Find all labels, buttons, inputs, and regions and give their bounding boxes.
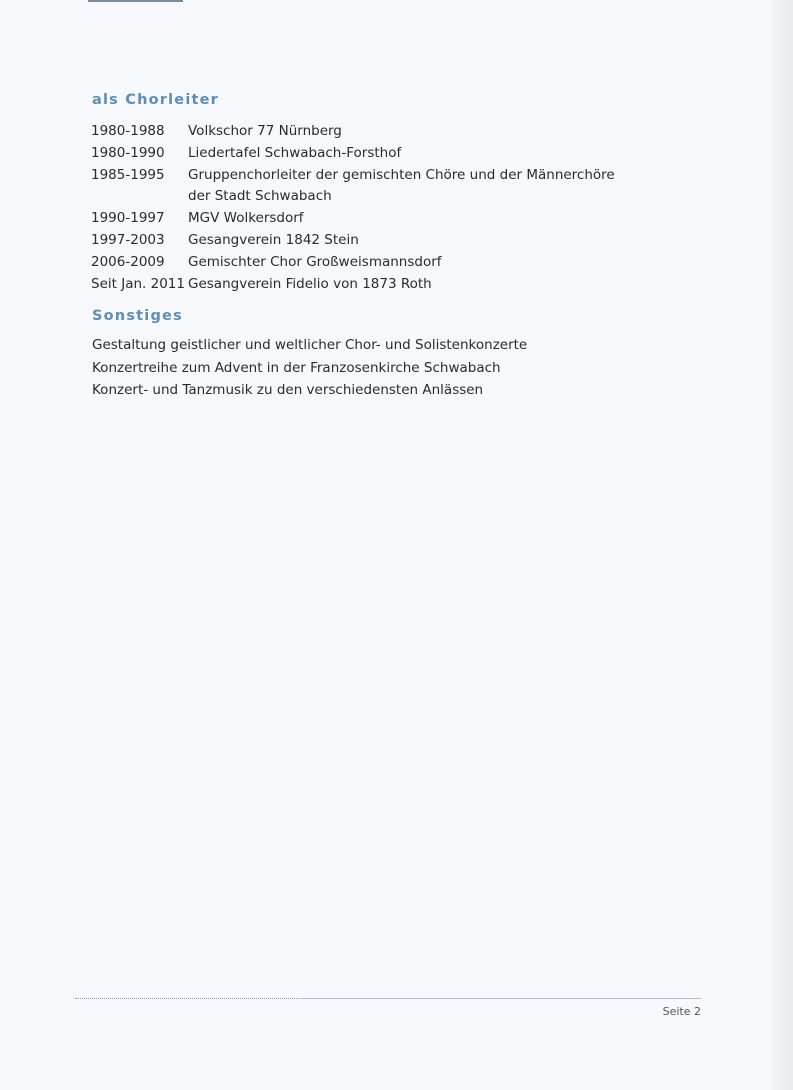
timeline-place: Volkschor 77 Nürnberg xyxy=(188,123,342,139)
sonstiges-list xyxy=(92,334,527,402)
page-edge-shadow xyxy=(771,0,793,1090)
timeline-row xyxy=(91,121,631,143)
list-item: Gestaltung geistlicher und weltlicher Chor- und Solistenkonzerte xyxy=(92,337,528,353)
timeline-row xyxy=(91,208,631,230)
chorleiter-timeline xyxy=(91,121,631,295)
timeline-place: MGV Wolkersdorf xyxy=(188,210,304,227)
timeline-place: Gesangverein Fidelio von 1873 Roth xyxy=(188,275,432,292)
list-item: Konzert- und Tanzmusik zu den verschiedensten Anlässen xyxy=(92,382,484,398)
page-top-edge-mark xyxy=(88,0,183,2)
section-heading-sonstiges: Sonstiges xyxy=(92,308,183,324)
timeline-row xyxy=(91,274,631,296)
footer-divider-solid xyxy=(300,998,701,999)
timeline-period: 1990-1997 xyxy=(91,210,165,227)
page-number: Seite 2 xyxy=(662,1005,701,1018)
timeline-period: 2006-2009 xyxy=(91,253,165,270)
section-heading-chorleiter: als Chorleiter xyxy=(92,92,220,108)
timeline-row xyxy=(91,230,631,252)
timeline-row xyxy=(91,165,631,209)
timeline-period: 1980-1990 xyxy=(91,144,165,161)
timeline-period: 1997-2003 xyxy=(91,231,165,248)
list-item: Konzertreihe zum Advent in der Franzosenkirche Schwabach xyxy=(92,359,501,376)
timeline-period: 1985-1995 xyxy=(91,166,165,183)
timeline-period: Seit Jan. 2011 xyxy=(91,275,185,292)
timeline-place: Gruppenchorleiter der gemischten Chöre und der Männerchöre der Stadt Schwabach xyxy=(188,166,615,205)
timeline-row xyxy=(91,143,631,165)
timeline-row xyxy=(91,252,631,274)
timeline-place: Liedertafel Schwabach-Forsthof xyxy=(188,144,402,161)
timeline-place: Gemischter Chor Großweismannsdorf xyxy=(188,253,442,270)
timeline-place: Gesangverein 1842 Stein xyxy=(188,231,359,248)
timeline-period: 1980-1988 xyxy=(91,123,165,139)
